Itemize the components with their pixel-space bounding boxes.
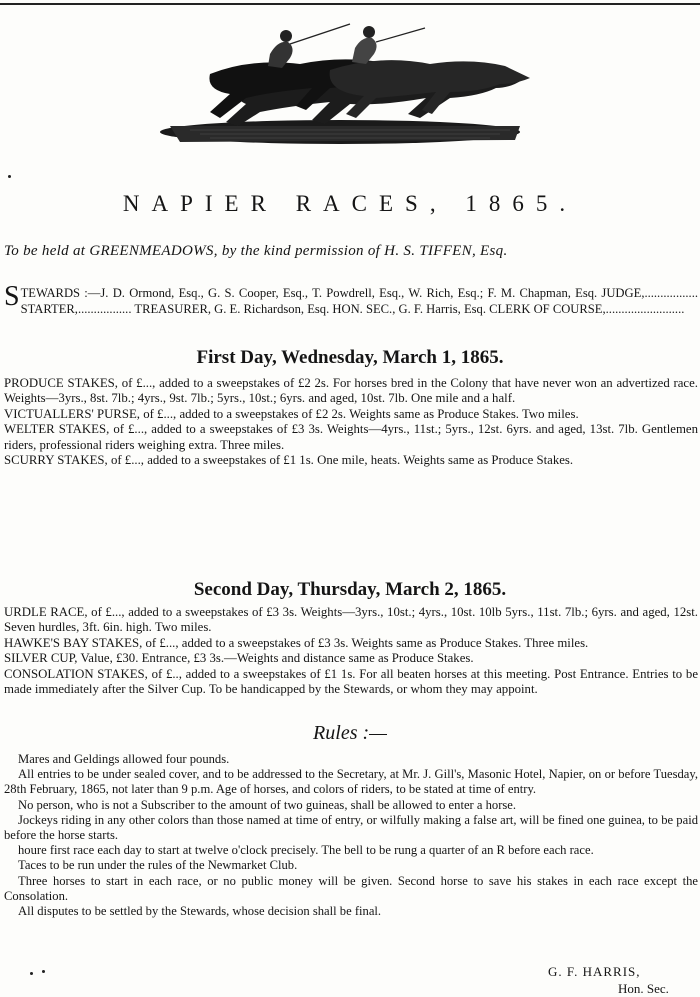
- print-speck: [8, 175, 11, 178]
- race-text: Value, £30. Entrance, £3 3s.—Weights and distance same as Produce Stakes.: [80, 651, 474, 666]
- race-entry: [4, 605, 698, 636]
- rule-item: All disputes to be settled by the Stewards, whose decision shall be final.: [18, 904, 382, 919]
- race-text: of £..., added to a sweepstakes of £2 2s. Weights same as Produce Stakes. Two miles.: [143, 406, 579, 421]
- first-day-races: [4, 376, 698, 468]
- rule-item: Mares and Geldings allowed four pounds.: [18, 752, 230, 766]
- second-day-races: [4, 605, 698, 697]
- race-name: HAWKE'S BAY STAKES,: [4, 635, 143, 650]
- horse-third: [330, 60, 530, 118]
- race-name: CONSOLATION STAKES,: [4, 666, 148, 681]
- race-text: of £..., added to a sweepstakes of £3 3s. Weights—4yrs., 11st.; 5yrs., 12st. 6yrs. and aged, 13st. 7lb. Gentlemen riders, professional riders weighing extra. Three miles.: [4, 422, 698, 452]
- first-day-heading: First Day, Wednesday, March 1, 1865.: [196, 347, 504, 368]
- race-name: VICTUALLERS' PURSE,: [4, 406, 140, 421]
- race-entry: [4, 636, 698, 651]
- race-entry: [4, 376, 698, 407]
- race-entry: [4, 422, 698, 453]
- print-speck: [30, 972, 33, 975]
- race-text: of £.., added to a sweepstakes of £1 1s. For all beaten horses at this meeting. Post Entrance. Entries to be made immediately after the Silver Cup. To be handicapped by the Stewards, or whom they may appoint.: [4, 666, 698, 697]
- top-border-rule: [0, 3, 700, 5]
- race-text: of £..., added to a sweepstakes of £3 3s. Weights same as Produce Stakes. Three miles.: [145, 635, 589, 650]
- rule-item: All entries to be under sealed cover, and to be addressed to the Secretary, at Mr. J. Gill's, Masonic Hotel, Napier, on or before Tuesday, 28th February, 1865, not later than 9 p.m. Age of horses, and colors of riders, to be stated at time of entry.: [4, 767, 698, 797]
- race-text: of £..., added to a sweepstakes of £2 2s. For horses bred in the Colony that have never won an advertized race. Weights—3yrs., 8st. 7lb.; 4yrs., 9st. 7lb.; 5yrs., 10st.; 6yrs. and aged, 10st. 7lb. One mile and a half.: [4, 376, 698, 406]
- rule-item: No person, who is not a Subscriber to the amount of two guineas, shall be allowed to enter a horse.: [18, 797, 517, 812]
- race-name: SILVER CUP,: [4, 651, 78, 666]
- rules-list: [4, 752, 698, 919]
- subtitle: To be held at GREENMEADOWS, by the kind permission of H. S. TIFFEN, Esq.: [4, 243, 508, 259]
- race-entry: [4, 651, 698, 666]
- stewards-paragraph: [4, 281, 698, 317]
- drop-cap: S: [4, 281, 20, 312]
- race-name: URDLE RACE,: [4, 605, 88, 619]
- race-text: of £..., added to a sweepstakes of £1 1s. One mile, heats. Weights same as Produce Stakes.: [110, 453, 574, 468]
- race-text: of £..., added to a sweepstakes of £3 3s. Weights—3yrs., 10st.; 4yrs., 10st. 10lb 5yrs., 11st. 7lb.; 6yrs. and aged, 12st. Seven hurdles, 3ft. 6in. high. Two miles.: [4, 605, 698, 635]
- stewards-text: TEWARDS :—J. D. Ormond, Esq., G. S. Cooper, Esq., T. Powdrell, Esq., W. Rich, Esq.; F. M. Chapman, Esq. JUDGE,................. STARTER,................. TREASURER, G. E. Richardson, Esq. HON. SEC., G. F. Harris, Esq. CLERK OF COURSE,.........................: [20, 286, 698, 316]
- signature-name: G. F. HARRIS,: [548, 964, 641, 979]
- signature-role: Hon. Sec.: [618, 981, 669, 996]
- rules-heading: Rules :—: [313, 722, 387, 744]
- rule-item: Taces to be run under the rules of the Newmarket Club.: [18, 858, 298, 873]
- race-entry: [4, 453, 698, 468]
- race-name: SCURRY STAKES,: [4, 453, 108, 468]
- race-entry: [4, 407, 698, 422]
- race-name: WELTER STAKES,: [4, 422, 110, 437]
- page-title: NAPIER RACES, 1865.: [122, 191, 578, 216]
- rule-item: Jockeys riding in any other colors than those named at time of entry, or wilfully making a false art, will be fined one guinea, to be paid before the horse starts.: [4, 812, 698, 843]
- horse-race-engraving: [150, 14, 545, 154]
- rule-item: houre first race each day to start at twelve o'clock precisely. The bell to be rung a quarter of an R before each race.: [18, 843, 594, 858]
- jockey-2: [352, 38, 377, 64]
- second-day-heading: Second Day, Thursday, March 2, 1865.: [193, 579, 507, 600]
- race-entry: [4, 667, 698, 698]
- print-speck: [42, 970, 45, 973]
- race-name: PRODUCE STAKES,: [4, 376, 119, 390]
- rule-item: Three horses to start in each race, or no public money will be given. Second horse to save his stakes in each race except the Consolation.: [4, 873, 698, 903]
